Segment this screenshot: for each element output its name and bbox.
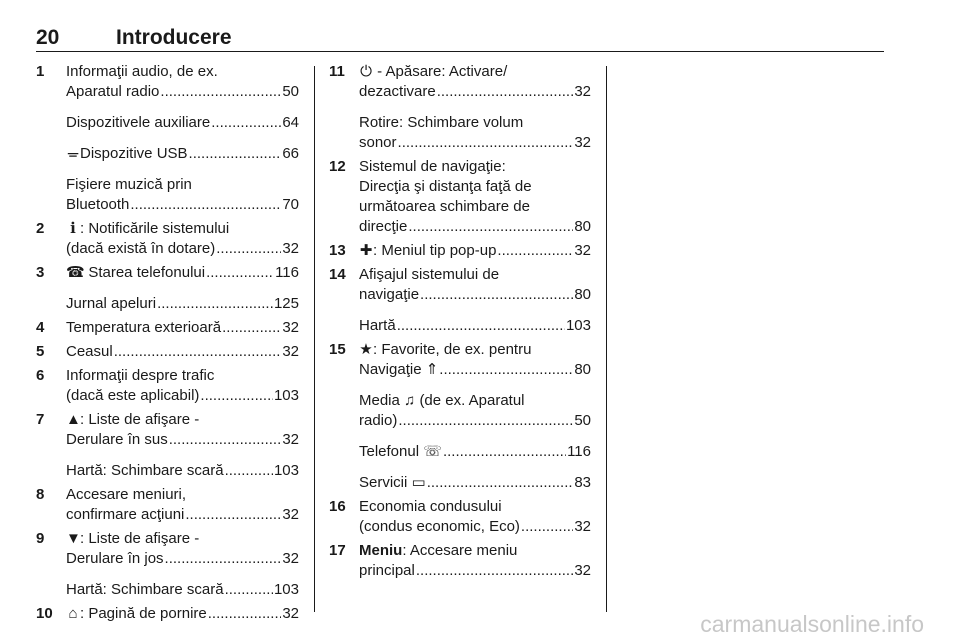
page-reference: 50 [574,412,591,429]
dot-leader [420,285,573,305]
item-number: 11 [329,63,345,80]
entry-text [359,442,442,462]
entry-text [66,529,199,549]
page-reference: 103 [273,581,299,598]
entry-text [66,604,207,624]
entry-line [359,442,591,462]
entry-label: Telefonul ☏ [359,443,442,460]
entry-label: Economia condusului [359,498,502,515]
entry-text [66,430,168,450]
entry-line [359,541,591,561]
entry-text [359,217,407,237]
legend-entry [36,604,299,624]
page-reference: 32 [282,550,299,567]
page-reference: 32 [574,562,591,579]
entry-text [66,580,224,600]
dot-leader [397,316,565,336]
legend-column-right [329,62,591,581]
dot-leader [398,411,573,431]
entry-line [66,505,299,525]
entry-label: Rotire: Schimbare volum [359,114,524,131]
entry-line [66,239,299,259]
entry-line [359,316,591,336]
entry-text [66,485,186,505]
entry-line [66,144,299,164]
entry-line [359,285,591,305]
entry-label: : Liste de afişare - [80,411,200,428]
legend-entry [36,62,299,215]
entry-label: : Accesare meniu [402,542,518,559]
control-icon: ▲ [66,411,81,428]
entry-line [66,410,299,430]
entry-text [66,410,199,430]
entry-line [66,219,299,239]
dot-leader [130,195,281,215]
item-number: 15 [329,341,346,358]
page-number: 20 [36,26,60,49]
entry-label: următoarea schimbare de [359,198,530,215]
column-divider-left [314,66,315,612]
dot-leader [169,430,282,450]
entry-label: (dacă există în dotare) [66,240,216,257]
legend-subentry [359,113,591,153]
dot-leader [437,82,574,102]
page-reference: 32 [282,605,299,622]
page-reference: 80 [574,218,591,235]
dot-leader [200,386,273,406]
entry-text [359,561,415,581]
entry-line [66,195,299,215]
dot-leader [416,561,573,581]
dot-leader [206,263,274,283]
entry-text [66,342,113,362]
entry-text [66,505,184,525]
entry-label: Aparatul radio [66,83,160,100]
entry-line [359,360,591,380]
entry-label: Dispozitive USB [80,145,188,162]
entry-label: navigaţie [359,286,420,303]
entry-line [66,461,299,481]
entry-label: Informaţii despre trafic [66,367,215,384]
entry-line [66,386,299,406]
entry-text [359,177,532,197]
dot-leader [216,239,281,259]
legend-subentry [66,144,299,164]
control-icon: ⌂ [68,605,78,622]
dot-leader [225,580,273,600]
column-divider-right [606,66,607,612]
entry-text [359,360,438,380]
entry-text [359,473,426,493]
item-number: 5 [36,343,45,360]
dot-leader [427,473,574,493]
legend-subentry [66,461,299,481]
legend-subentry [66,113,299,133]
entry-line [66,82,299,102]
entry-line [359,197,591,217]
legend-entry [36,263,299,314]
entry-line [66,263,299,283]
entry-label: Afişajul sistemului de [359,266,500,283]
control-icon: ⏻ [360,63,372,80]
entry-bold-label: Meniu [359,542,403,559]
entry-text [359,285,419,305]
entry-text [359,340,531,360]
entry-text [359,62,507,82]
page-reference: 32 [574,83,591,100]
control-icon: ℹ [70,220,76,237]
entry-label: direcţie [359,218,408,235]
page-reference: 32 [282,506,299,523]
dot-leader [160,82,281,102]
entry-text [359,517,520,537]
entry-label: Informaţii audio, de ex. [66,63,218,80]
item-number: 3 [36,264,45,281]
item-number: 6 [36,367,45,384]
dot-leader [408,217,573,237]
watermark: carmanualsonline.info [700,611,924,637]
page-reference: 32 [282,319,299,336]
entry-line [359,241,591,261]
entry-text [359,197,530,217]
entry-label: (condus economic, Eco) [359,518,520,535]
entry-line [359,82,591,102]
legend-entry [36,410,299,481]
page-reference: 116 [275,264,299,281]
entry-line [359,391,591,411]
entry-label: Fişiere muzică prin [66,176,192,193]
page-reference: 50 [282,83,299,100]
entry-line [66,485,299,505]
item-number: 2 [36,220,45,237]
page-reference: 32 [574,518,591,535]
page-header [36,26,884,52]
legend-subentry [359,442,591,462]
entry-line [359,62,591,82]
entry-label: Hartă [359,317,396,334]
entry-label: (dacă este aplicabil) [66,387,200,404]
dot-leader [114,342,282,362]
entry-label: Bluetooth [66,196,130,213]
entry-label: principal [359,562,415,579]
entry-text [66,263,205,283]
item-number: 9 [36,530,45,547]
entry-line [66,580,299,600]
dot-leader [497,241,573,261]
legend-entry [36,342,299,362]
entry-text [359,241,496,261]
entry-label: sonor [359,134,397,151]
dot-leader [222,318,281,338]
entry-text [66,386,199,406]
entry-line [359,561,591,581]
entry-line [359,340,591,360]
legend-entry [36,485,299,525]
dot-leader [521,517,573,537]
entry-text [66,175,192,195]
dot-leader [398,133,574,153]
entry-label: Hartă: Schimbare scară [66,581,224,598]
entry-text [66,62,218,82]
legend-entry [329,497,591,537]
page-reference: 32 [574,242,591,259]
chapter-title: Introducere [116,26,232,49]
entry-line [359,157,591,177]
dot-leader [208,604,282,624]
entry-line [359,497,591,517]
page-reference: 32 [282,431,299,448]
entry-text [359,497,502,517]
entry-label: : Liste de afişare - [80,530,200,547]
entry-label: - Apăsare: Activare/ [373,63,508,80]
dot-leader [443,442,566,462]
page-reference: 70 [282,196,299,213]
entry-line [66,529,299,549]
page-reference: 32 [282,240,299,257]
control-icon: ▼ [66,530,81,547]
entry-text [359,411,397,431]
dot-leader [189,144,282,164]
entry-label: Dispozitivele auxiliare [66,114,211,131]
page-reference: 80 [574,361,591,378]
entry-label: Ceasul [66,343,113,360]
entry-line [359,473,591,493]
page-reference: 125 [273,295,299,312]
dot-leader [165,549,282,569]
entry-line [359,265,591,285]
entry-line [66,342,299,362]
page-reference: 116 [567,443,591,460]
entry-label: Derulare în sus [66,431,168,448]
entry-text [66,195,129,215]
entry-label: confirmare acţiuni [66,506,185,523]
legend-subentry [66,175,299,215]
legend-column-left [36,62,299,624]
legend-entry [329,265,591,336]
entry-line [359,411,591,431]
entry-line [66,604,299,624]
entry-label: : Notificările sistemului [80,220,230,237]
item-number: 4 [36,319,45,336]
entry-label: Direcţia şi distanţa faţă de [359,178,532,195]
entry-line [66,62,299,82]
entry-line [359,113,591,133]
entry-label: Sistemul de navigaţie: [359,158,506,175]
item-number: 1 [36,63,45,80]
entry-line [66,113,299,133]
entry-label: Servicii ▭ [359,474,426,491]
entry-line [359,517,591,537]
entry-text [66,366,214,386]
entry-text [359,113,523,133]
dot-leader [157,294,273,314]
control-icon: ✚ [359,242,373,259]
page-reference: 32 [282,343,299,360]
entry-label: : Favorite, de ex. pentru [373,341,532,358]
legend-subentry [359,473,591,493]
entry-label: Hartă: Schimbare scară [66,462,224,479]
item-number: 14 [329,266,346,283]
entry-text [66,219,229,239]
entry-label: Navigaţie ⇑ [359,361,439,378]
entry-line [359,133,591,153]
legend-entry [36,366,299,406]
entry-text [66,318,221,338]
entry-line [66,175,299,195]
legend-subentry [66,580,299,600]
entry-label: : Pagină de pornire [80,605,207,622]
item-number: 10 [36,605,53,622]
dot-leader [211,113,281,133]
entry-line [359,177,591,197]
item-number: 17 [329,542,346,559]
entry-text [66,461,224,481]
entry-label: Jurnal apeluri [66,295,157,312]
legend-subentry [66,294,299,314]
legend-entry [329,157,591,237]
item-number: 12 [329,158,346,175]
entry-text [359,133,397,153]
entry-text [359,391,525,411]
item-number: 16 [329,498,346,515]
legend-subentry [359,391,591,431]
page-reference: 103 [273,462,299,479]
entry-label: Accesare meniuri, [66,486,187,503]
entry-label: Media ♫ (de ex. Aparatul [359,392,525,409]
dot-leader [225,461,273,481]
entry-text [359,316,396,336]
entry-text [359,265,499,285]
legend-entry [329,541,591,581]
entry-line [66,549,299,569]
entry-text [66,82,159,102]
legend-entry [329,241,591,261]
item-number: 8 [36,486,45,503]
entry-label: Derulare în jos [66,550,164,567]
entry-line [359,217,591,237]
dot-leader [185,505,281,525]
entry-text [359,82,436,102]
entry-text [66,549,164,569]
legend-entry [329,62,591,153]
page-reference: 83 [574,474,591,491]
page-reference: 80 [574,286,591,303]
entry-text [66,294,156,314]
entry-text [359,157,506,177]
page-reference: 103 [565,317,591,334]
entry-line [66,294,299,314]
entry-line [66,318,299,338]
entry-text [359,541,517,561]
page-reference: 103 [273,387,299,404]
page-reference: 64 [282,114,299,131]
item-number: 13 [329,242,346,259]
entry-label: radio) [359,412,398,429]
legend-entry [329,340,591,493]
legend-entry [36,318,299,338]
control-icon: ᚚ [67,145,79,162]
legend-entry [36,529,299,600]
legend-entry [36,219,299,259]
entry-label: dezactivare [359,83,436,100]
header-rule [36,51,884,52]
page-reference: 66 [282,145,299,162]
dot-leader [439,360,573,380]
entry-line [66,430,299,450]
entry-label: : Starea telefonului [80,264,206,281]
legend-subentry [359,316,591,336]
entry-text [66,144,188,164]
control-icon: ☎ [66,264,85,281]
entry-text [66,239,215,259]
item-number: 7 [36,411,45,428]
entry-line [66,366,299,386]
control-icon: ★ [359,341,373,358]
page-reference: 32 [574,134,591,151]
entry-label: : Meniul tip pop-up [373,242,497,259]
entry-text [66,113,210,133]
entry-label: Temperatura exterioară [66,319,222,336]
